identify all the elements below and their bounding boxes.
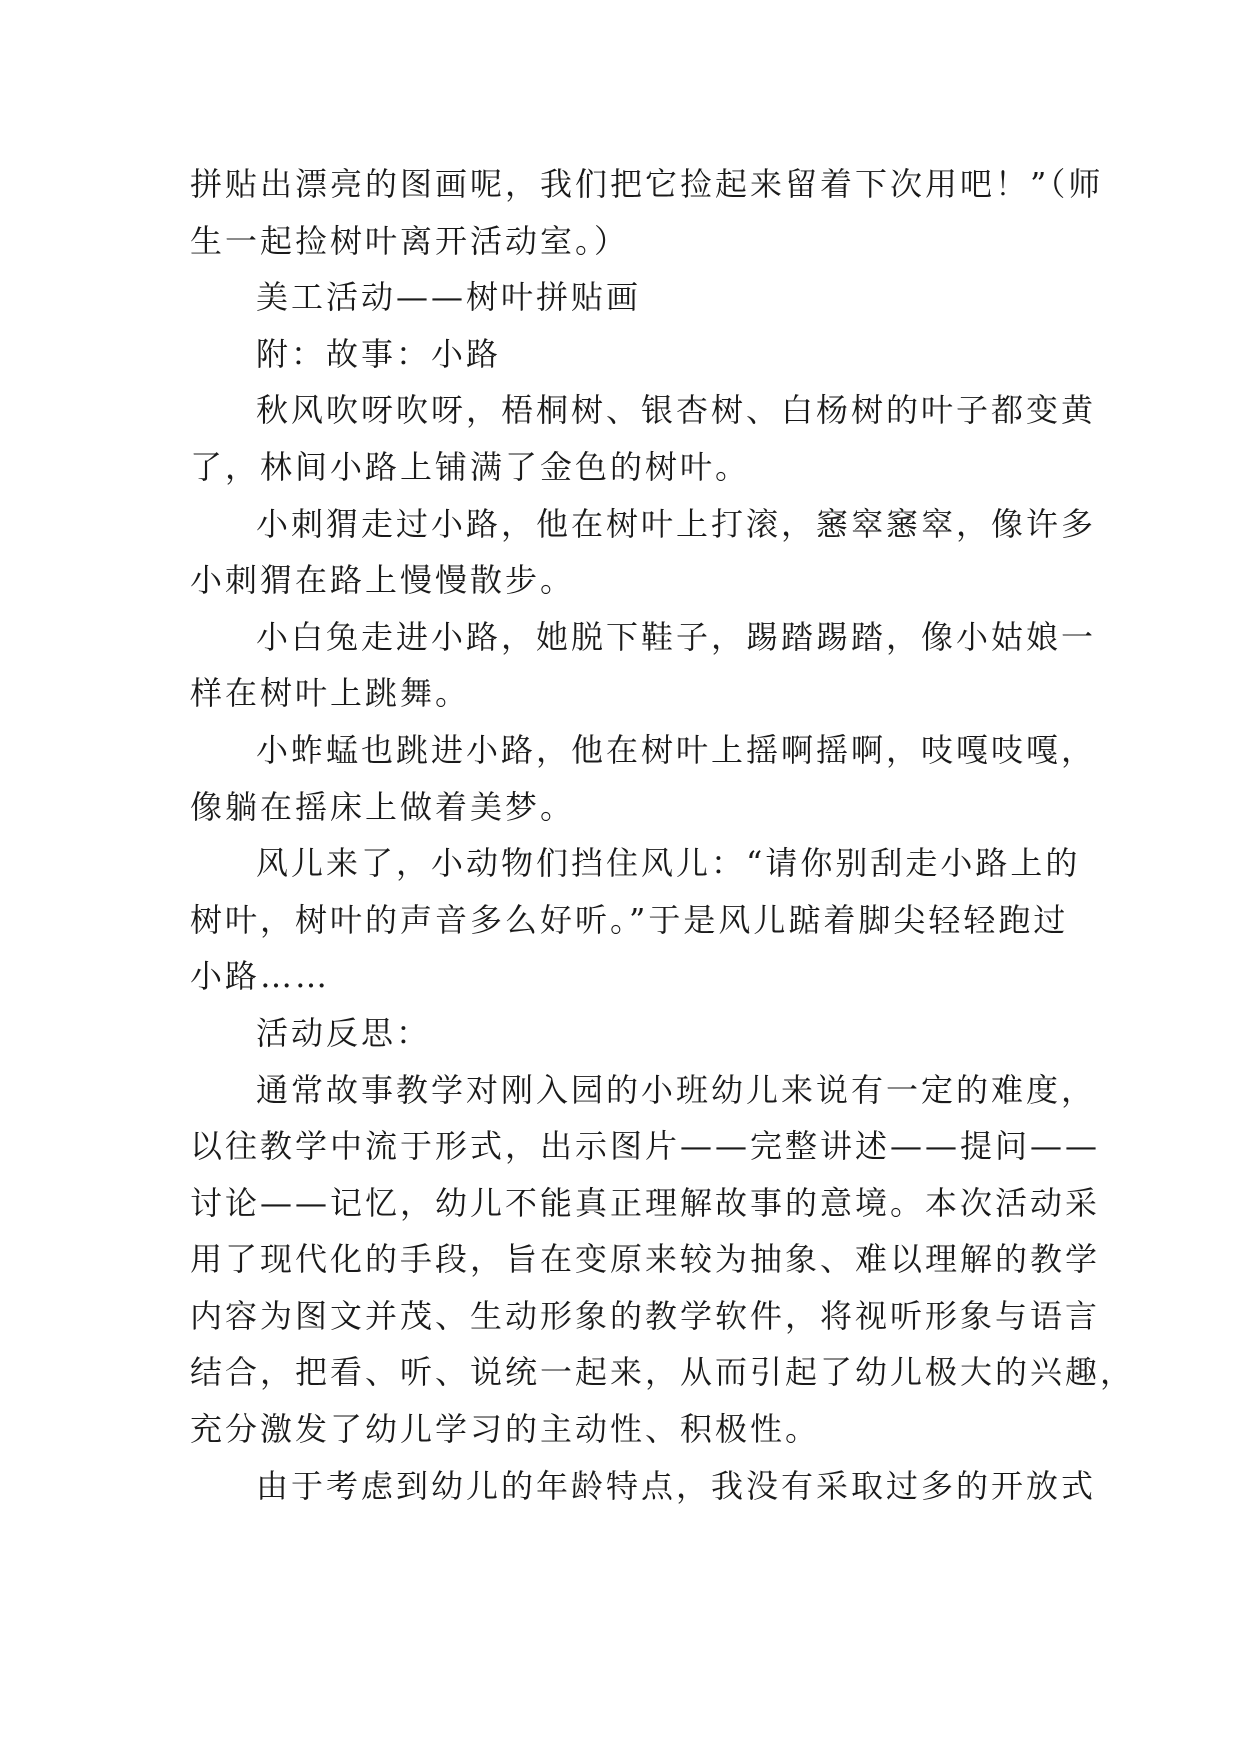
paragraph-line: 小刺猬走过小路，他在树叶上打滚，窸窣窸窣，像许多 xyxy=(256,504,1097,543)
paragraph-line: 拼贴出漂亮的图画呢，我们把它捡起来留着下次用吧！”（师 xyxy=(190,165,1104,203)
paragraph-line: 小蚱蜢也跳进小路，他在树叶上摇啊摇啊，吱嘎吱嘎， xyxy=(256,730,1097,769)
paragraph-line: 用了现代化的手段，旨在变原来较为抽象、难以理解的教学 xyxy=(190,1240,1101,1279)
paragraph-line: 充分激发了幼儿学习的主动性、积极性。 xyxy=(190,1410,821,1449)
paragraph-line: 树叶，树叶的声音多么好听。”于是风儿踮着脚尖轻轻跑过 xyxy=(190,900,1069,939)
paragraph-line: 样在树叶上跳舞。 xyxy=(190,674,471,713)
paragraph-line: 生一起捡树叶离开活动室。） xyxy=(190,221,630,260)
paragraph-line: 由于考虑到幼儿的年龄特点，我没有采取过多的开放式 xyxy=(256,1466,1097,1505)
paragraph-line: 结合，把看、听、说统一起来，从而引起了幼儿极大的兴趣， xyxy=(190,1353,1136,1392)
paragraph-line: 像躺在摇床上做着美梦。 xyxy=(190,787,576,826)
paragraph-line: 小路…… xyxy=(190,957,331,996)
paragraph-line: 以往教学中流于形式，出示图片——完整讲述——提问—— xyxy=(190,1127,1101,1166)
paragraph-line: 风儿来了，小动物们挡住风儿：“请你别刮走小路上的 xyxy=(256,844,1081,883)
document-body xyxy=(190,156,1136,1514)
paragraph-line: 内容为图文并茂、生动形象的教学软件，将视听形象与语言 xyxy=(190,1296,1101,1335)
section-heading: 美工活动——树叶拼贴画 xyxy=(256,278,642,317)
paragraph-line: 通常故事教学对刚入园的小班幼儿来说有一定的难度， xyxy=(256,1070,1097,1109)
paragraph-line: 小白兔走进小路，她脱下鞋子，踢踏踢踏，像小姑娘一 xyxy=(256,617,1097,656)
paragraph-line: 讨论——记忆，幼儿不能真正理解故事的意境。本次活动采 xyxy=(190,1183,1101,1222)
paragraph-line: 小刺猬在路上慢慢散步。 xyxy=(190,561,576,600)
story-title: 附：故事：小路 xyxy=(256,334,502,373)
paragraph-line: 秋风吹呀吹呀，梧桐树、银杏树、白杨树的叶子都变黄 xyxy=(256,391,1097,430)
section-heading: 活动反思： xyxy=(256,1013,432,1052)
paragraph-line: 了，林间小路上铺满了金色的树叶。 xyxy=(190,447,751,486)
